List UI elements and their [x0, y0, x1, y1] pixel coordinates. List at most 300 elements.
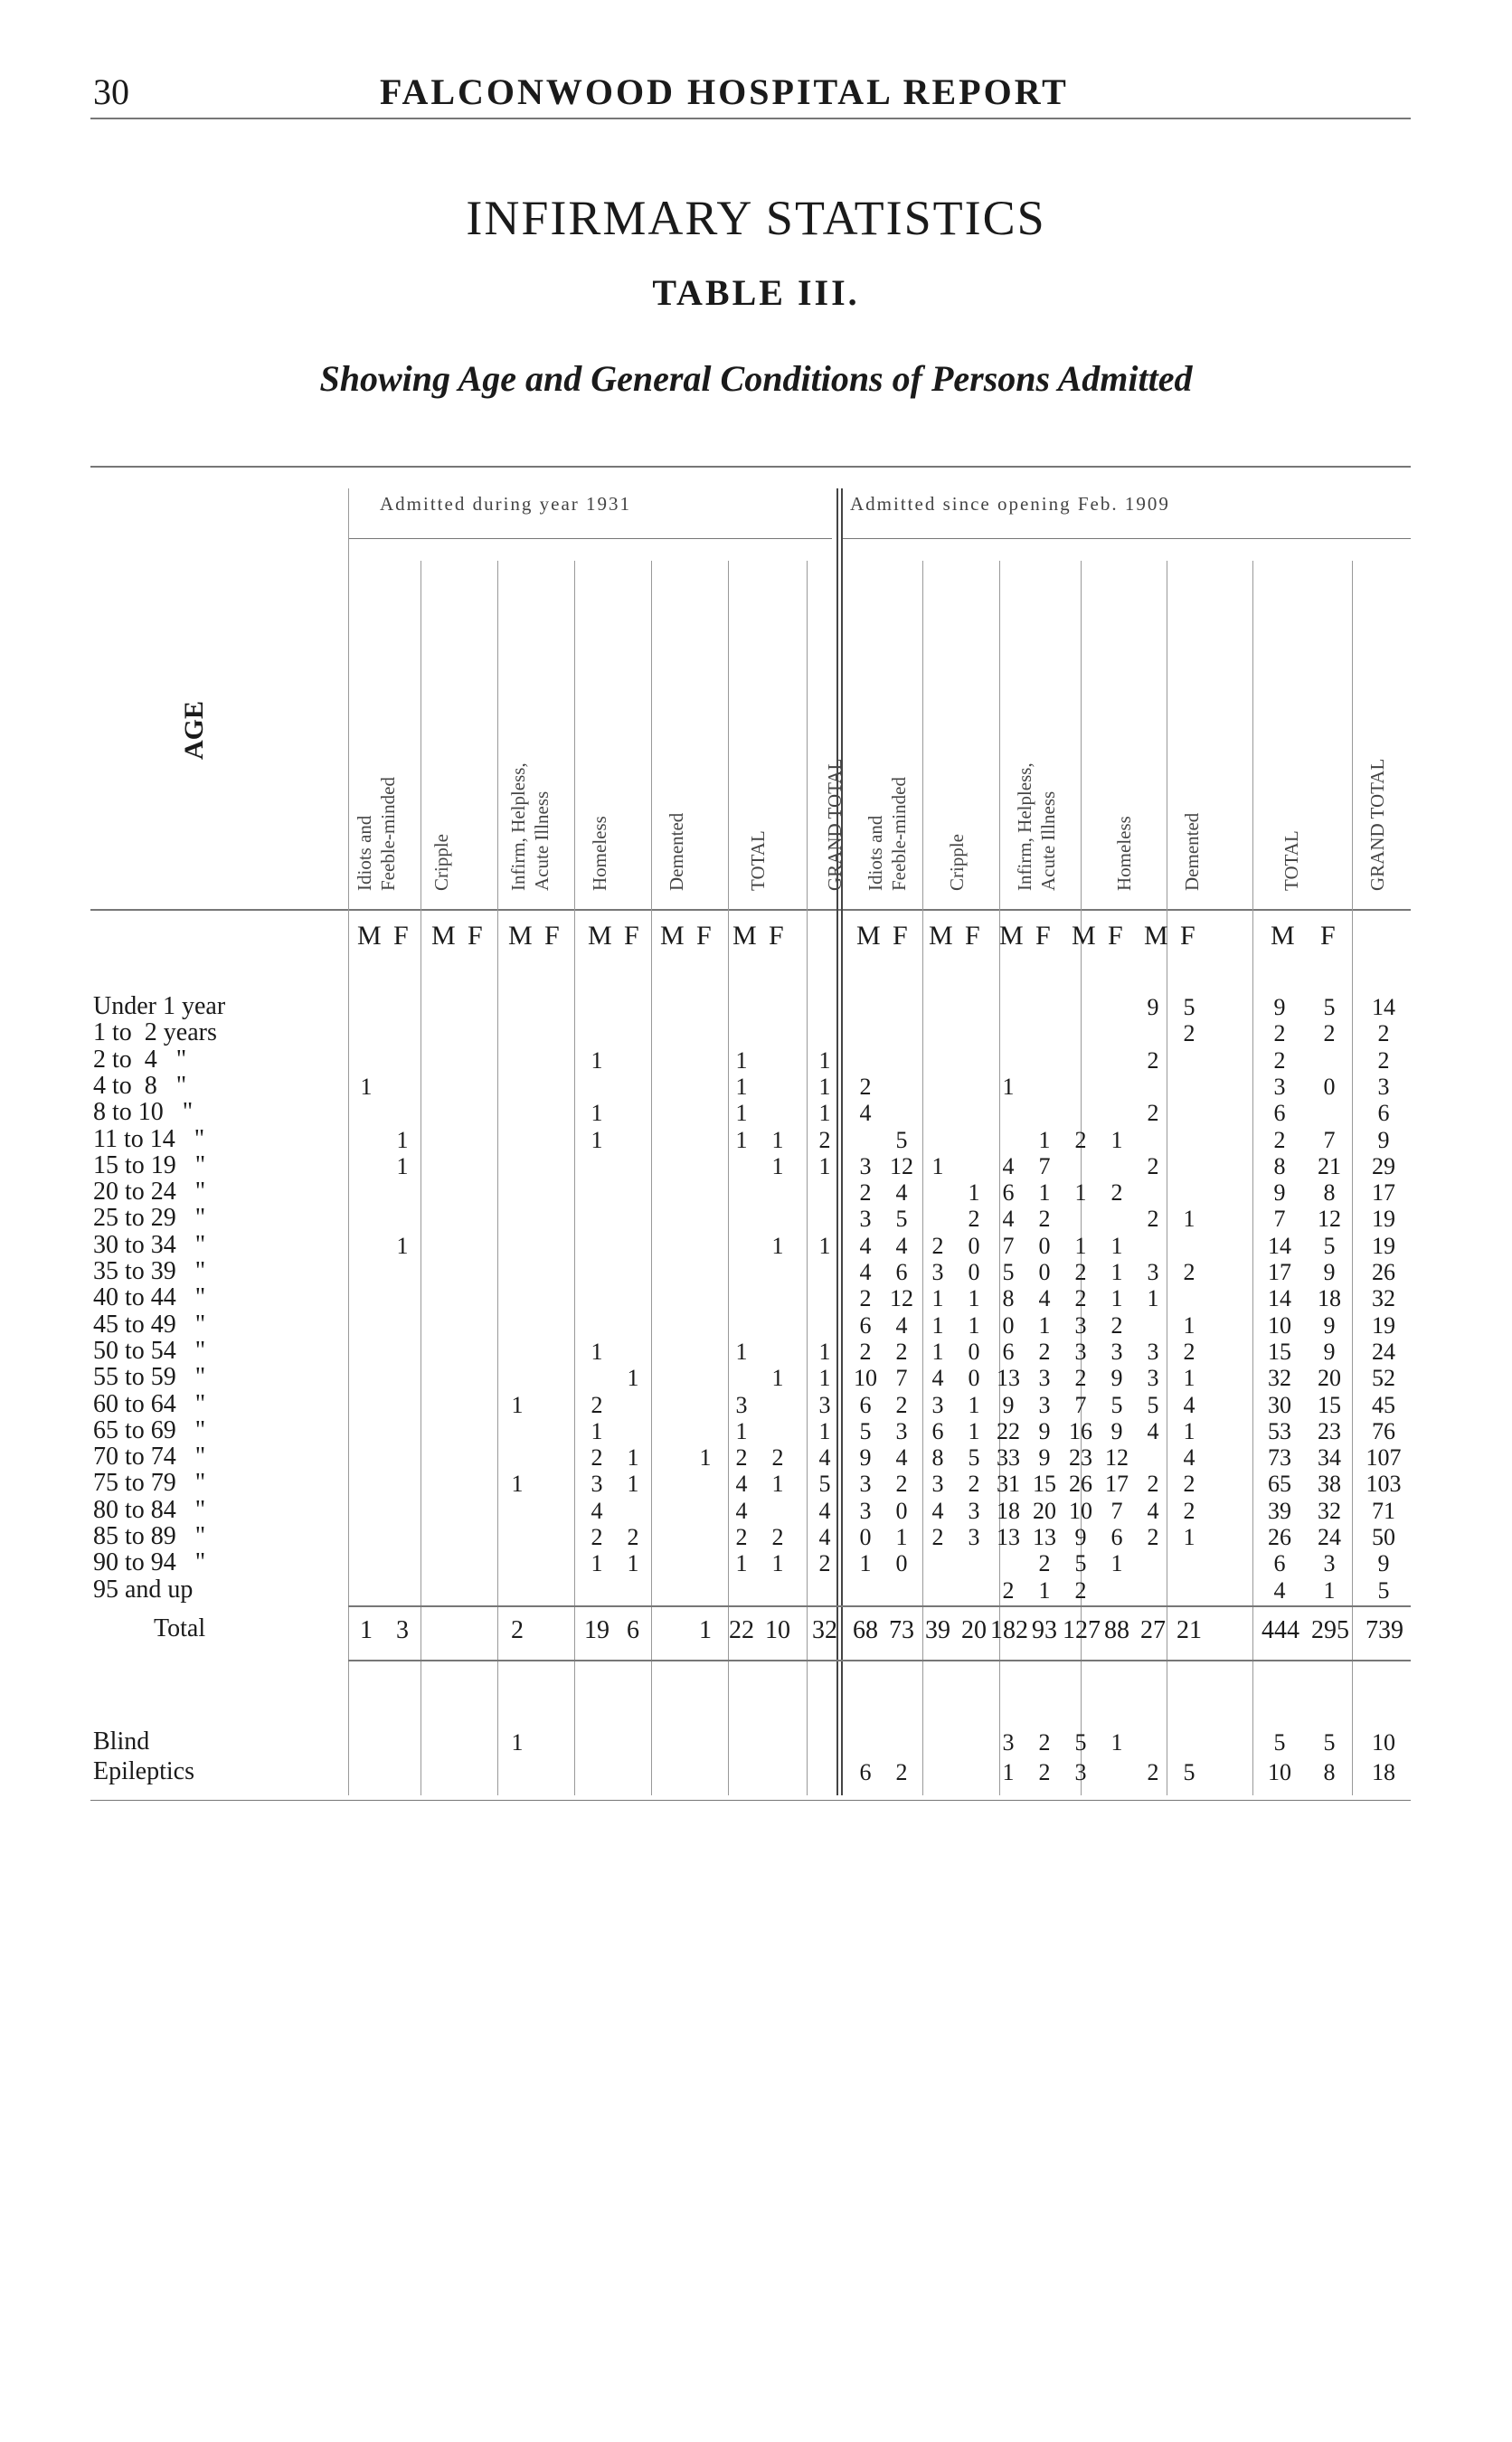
total-row-label: Total	[154, 1614, 206, 1642]
age-row-cell: 7	[1273, 1206, 1286, 1233]
age-row-cell: 3	[735, 1391, 748, 1418]
age-row-cell: 1	[1183, 1311, 1195, 1339]
age-row-cell: 17	[1372, 1179, 1395, 1207]
age-row-cell: 2	[859, 1073, 872, 1100]
age-row-cell: 26	[1372, 1259, 1395, 1285]
group-header-since-1909: Admitted since opening Feb. 1909	[850, 493, 1170, 515]
age-row-cell: 21	[1318, 1152, 1341, 1179]
column-divider	[728, 561, 729, 1795]
condition-row-cell: 10	[1372, 1729, 1395, 1756]
age-row-cell: 14	[1268, 1285, 1291, 1312]
age-row-cell: 1	[1183, 1524, 1195, 1550]
age-row-cell: 1	[1110, 1126, 1123, 1153]
age-row-cell: 1	[699, 1444, 712, 1472]
age-row-cell: 4	[1147, 1497, 1159, 1524]
age-row-cell: 1	[968, 1391, 980, 1418]
age-row-cell: 1	[735, 1550, 748, 1577]
condition-row-label: Blind	[93, 1727, 150, 1756]
age-row-cell: 2	[627, 1524, 639, 1550]
age-row-cell: 5	[1074, 1550, 1087, 1577]
age-row-cell: 3	[1038, 1391, 1051, 1418]
age-row-cell: 1	[627, 1471, 639, 1498]
age-row-cell: 0	[895, 1497, 908, 1524]
age-row-cell: 3	[1074, 1311, 1087, 1339]
age-row-cell: 39	[1268, 1497, 1291, 1524]
age-row-cell: 4	[1038, 1285, 1051, 1312]
page-title: INFIRMARY STATISTICS	[466, 191, 1046, 245]
condition-row-cell: 3	[1002, 1729, 1015, 1756]
age-row-cell: 18	[997, 1497, 1020, 1524]
condition-row-cell: 6	[859, 1759, 872, 1785]
column-divider	[348, 488, 349, 1795]
age-row-cell: 4	[895, 1311, 908, 1339]
column-header: GRAND TOTAL	[1366, 758, 1388, 891]
condition-row-cell: 10	[1268, 1759, 1291, 1785]
age-row-cell: 4	[818, 1444, 831, 1472]
age-row-cell: 15	[1318, 1391, 1341, 1418]
age-row-cell: 1	[859, 1550, 872, 1577]
age-row-cell: 107	[1366, 1444, 1402, 1472]
table-bottom-rule	[90, 1800, 1411, 1801]
total-row-cell: 88	[1104, 1616, 1129, 1644]
column-header: TOTAL	[747, 830, 769, 891]
age-row-cell: 1	[818, 1338, 831, 1365]
column-divider	[1352, 561, 1353, 1795]
age-row-cell: 2	[1377, 1020, 1390, 1047]
age-row-cell: 9	[1074, 1524, 1087, 1550]
age-row-label: 25 to 29 "	[93, 1204, 206, 1233]
age-row-cell: 5	[1183, 994, 1195, 1020]
age-row-cell: 6	[859, 1311, 872, 1339]
age-row-cell: 1	[771, 1152, 784, 1179]
total-top-rule	[348, 1605, 1411, 1607]
age-row-cell: 2	[1038, 1338, 1051, 1365]
total-row-cell: 10	[765, 1616, 790, 1644]
age-row-cell: 4	[895, 1179, 908, 1207]
header-bottom-rule	[90, 909, 1411, 911]
sex-column-label: F	[393, 921, 409, 951]
age-row-label: 4 to 8 "	[93, 1071, 187, 1100]
age-row-cell: 5	[1110, 1391, 1123, 1418]
sex-column-label: F	[769, 921, 784, 951]
age-row-cell: 1	[735, 1338, 748, 1365]
age-row-cell: 22	[997, 1417, 1020, 1444]
condition-row-cell: 1	[511, 1729, 524, 1756]
age-row-cell: 2	[1147, 1152, 1159, 1179]
age-row-cell: 4	[1002, 1206, 1015, 1233]
total-row-cell: 68	[853, 1616, 878, 1644]
age-row-cell: 2	[735, 1444, 748, 1472]
age-row-cell: 32	[1318, 1497, 1341, 1524]
age-row-label: 70 to 74 "	[93, 1443, 206, 1472]
age-row-label: 30 to 34 "	[93, 1230, 206, 1259]
age-row-cell: 3	[895, 1417, 908, 1444]
age-row-cell: 1	[735, 1046, 748, 1074]
total-row-cell: 1	[699, 1616, 712, 1644]
total-row-cell: 19	[584, 1616, 610, 1644]
age-row-label: 1 to 2 years	[93, 1018, 217, 1047]
age-row-cell: 1	[1183, 1417, 1195, 1444]
age-row-cell: 1	[818, 1417, 831, 1444]
age-row-cell: 1	[818, 1073, 831, 1100]
age-row-cell: 1	[818, 1046, 831, 1074]
column-divider	[1252, 561, 1253, 1795]
total-row-cell: 20	[961, 1616, 987, 1644]
age-row-cell: 5	[818, 1471, 831, 1498]
age-row-cell: 4	[818, 1524, 831, 1550]
age-row-cell: 2	[1183, 1338, 1195, 1365]
age-row-cell: 19	[1372, 1311, 1395, 1339]
age-row-cell: 1	[968, 1285, 980, 1312]
total-row-cell: 1	[360, 1616, 373, 1644]
age-row-cell: 1	[1038, 1311, 1051, 1339]
age-row-cell: 0	[1038, 1232, 1051, 1259]
age-row-cell: 2	[1074, 1259, 1087, 1285]
column-header: Idiots and Feeble-minded	[354, 777, 399, 891]
age-row-cell: 3	[1377, 1073, 1390, 1100]
condition-row-cell: 3	[1074, 1759, 1087, 1785]
age-row-cell: 14	[1268, 1232, 1291, 1259]
sex-column-label: M	[431, 921, 456, 951]
age-row-cell: 103	[1366, 1471, 1402, 1498]
age-row-cell: 1	[895, 1524, 908, 1550]
age-row-cell: 4	[859, 1100, 872, 1127]
age-row-cell: 4	[1183, 1444, 1195, 1472]
age-row-cell: 2	[818, 1126, 831, 1153]
total-row-cell: 21	[1177, 1616, 1202, 1644]
age-row-cell: 9	[1323, 1259, 1336, 1285]
total-row-cell: 182	[990, 1616, 1028, 1644]
age-row-cell: 53	[1268, 1417, 1291, 1444]
age-row-cell: 23	[1318, 1417, 1341, 1444]
age-row-cell: 29	[1372, 1152, 1395, 1179]
age-row-cell: 1	[1110, 1550, 1123, 1577]
age-row-cell: 5	[1323, 1232, 1336, 1259]
age-row-cell: 2	[1110, 1311, 1123, 1339]
sex-column-label: M	[588, 921, 612, 951]
running-head: FALCONWOOD HOSPITAL REPORT	[380, 71, 1069, 112]
age-row-label: 45 to 49 "	[93, 1310, 206, 1339]
age-row-cell: 2	[1273, 1126, 1286, 1153]
age-row-cell: 3	[1147, 1338, 1159, 1365]
age-row-cell: 52	[1372, 1365, 1395, 1392]
age-row-cell: 32	[1268, 1365, 1291, 1392]
age-row-cell: 1	[1038, 1576, 1051, 1604]
age-row-label: 35 to 39 "	[93, 1257, 206, 1285]
age-row-cell: 5	[895, 1126, 908, 1153]
age-row-cell: 1	[627, 1365, 639, 1392]
age-row-cell: 32	[1372, 1285, 1395, 1312]
age-row-cell: 2	[771, 1524, 784, 1550]
age-row-cell: 5	[1323, 994, 1336, 1020]
age-row-cell: 1	[591, 1100, 603, 1127]
sex-column-label: F	[468, 921, 483, 951]
age-row-label: 11 to 14 "	[93, 1124, 205, 1153]
sex-column-label: M	[357, 921, 382, 951]
age-row-cell: 1	[931, 1152, 944, 1179]
age-row-label: 60 to 64 "	[93, 1389, 206, 1418]
sex-column-label: F	[1320, 921, 1336, 951]
age-row-cell: 6	[1273, 1100, 1286, 1127]
group-rule-since-1909	[841, 538, 1411, 539]
sex-column-label: F	[544, 921, 560, 951]
age-row-cell: 3	[931, 1471, 944, 1498]
column-header: Demented	[1181, 812, 1203, 891]
age-row-cell: 1	[771, 1126, 784, 1153]
age-row-cell: 2	[1147, 1206, 1159, 1233]
age-row-cell: 13	[1033, 1524, 1056, 1550]
age-row-cell: 2	[895, 1338, 908, 1365]
age-row-cell: 9	[1377, 1126, 1390, 1153]
age-row-cell: 2	[591, 1391, 603, 1418]
age-row-cell: 1	[735, 1073, 748, 1100]
age-row-cell: 9	[1273, 1179, 1286, 1207]
age-row-cell: 6	[859, 1391, 872, 1418]
age-row-cell: 8	[931, 1444, 944, 1472]
sex-column-label: F	[624, 921, 639, 951]
age-row-cell: 31	[997, 1471, 1020, 1498]
column-divider	[1081, 561, 1082, 1795]
sex-column-label: M	[660, 921, 685, 951]
age-row-cell: 24	[1318, 1524, 1341, 1550]
age-row-cell: 2	[1074, 1285, 1087, 1312]
sex-column-label: F	[893, 921, 908, 951]
age-row-label: 15 to 19 "	[93, 1150, 206, 1179]
age-row-cell: 1	[931, 1285, 944, 1312]
age-row-cell: 15	[1268, 1338, 1291, 1365]
condition-row-cell: 2	[1038, 1759, 1051, 1785]
age-row-cell: 1	[771, 1471, 784, 1498]
sex-column-label: M	[929, 921, 953, 951]
age-row-cell: 6	[931, 1417, 944, 1444]
age-row-label: 65 to 69 "	[93, 1415, 206, 1444]
age-row-label: Under 1 year	[93, 992, 226, 1020]
age-row-cell: 9	[1323, 1311, 1336, 1339]
total-row-cell: 93	[1032, 1616, 1057, 1644]
sex-column-label: M	[508, 921, 533, 951]
age-row-cell: 1	[771, 1550, 784, 1577]
age-row-cell: 3	[931, 1259, 944, 1285]
age-row-cell: 6	[895, 1259, 908, 1285]
age-row-cell: 1	[1183, 1365, 1195, 1392]
sex-column-label: F	[1035, 921, 1051, 951]
age-row-cell: 2	[1183, 1497, 1195, 1524]
age-row-label: 80 to 84 "	[93, 1495, 206, 1524]
age-row-cell: 1	[1074, 1179, 1087, 1207]
age-row-label: 8 to 10 "	[93, 1098, 194, 1127]
age-row-cell: 3	[1147, 1259, 1159, 1285]
sex-column-label: M	[732, 921, 757, 951]
age-row-cell: 65	[1268, 1471, 1291, 1498]
age-row-cell: 6	[1002, 1179, 1015, 1207]
age-row-cell: 2	[1147, 1046, 1159, 1074]
age-row-cell: 1	[1038, 1179, 1051, 1207]
age-row-cell: 24	[1372, 1338, 1395, 1365]
age-row-cell: 9	[1002, 1391, 1015, 1418]
age-row-cell: 2	[1273, 1046, 1286, 1074]
age-row-cell: 8	[1273, 1152, 1286, 1179]
age-row-cell: 4	[1183, 1391, 1195, 1418]
header-rule	[90, 118, 1411, 119]
age-row-cell: 1	[771, 1365, 784, 1392]
age-row-cell: 1	[818, 1152, 831, 1179]
age-row-cell: 3	[859, 1152, 872, 1179]
age-row-cell: 1	[360, 1073, 373, 1100]
age-row-cell: 15	[1033, 1471, 1056, 1498]
age-row-cell: 2	[1183, 1020, 1195, 1047]
age-row-cell: 30	[1268, 1391, 1291, 1418]
age-row-label: 2 to 4 "	[93, 1045, 187, 1074]
sex-column-label: F	[965, 921, 980, 951]
age-row-cell: 7	[1002, 1232, 1015, 1259]
age-row-cell: 2	[859, 1285, 872, 1312]
age-row-cell: 3	[859, 1497, 872, 1524]
age-row-cell: 1	[931, 1311, 944, 1339]
age-row-cell: 7	[1038, 1152, 1051, 1179]
total-row-cell: 739	[1366, 1616, 1403, 1644]
age-row-cell: 2	[968, 1471, 980, 1498]
age-row-cell: 3	[1038, 1365, 1051, 1392]
age-row-cell: 2	[735, 1524, 748, 1550]
age-row-cell: 3	[818, 1391, 831, 1418]
age-row-cell: 2	[859, 1338, 872, 1365]
age-row-cell: 20	[1033, 1497, 1056, 1524]
age-row-cell: 1	[1038, 1126, 1051, 1153]
age-row-label: 20 to 24 "	[93, 1178, 206, 1207]
condition-row-cell: 2	[1038, 1729, 1051, 1756]
age-row-cell: 2	[1147, 1100, 1159, 1127]
total-row-cell: 6	[627, 1616, 639, 1644]
age-row-cell: 1	[818, 1100, 831, 1127]
sex-column-label: M	[1271, 921, 1295, 951]
sex-column-label: F	[1180, 921, 1195, 951]
age-row-cell: 19	[1372, 1232, 1395, 1259]
age-row-cell: 6	[1273, 1550, 1286, 1577]
age-row-cell: 0	[1323, 1073, 1336, 1100]
age-row-cell: 17	[1268, 1259, 1291, 1285]
age-row-cell: 1	[591, 1417, 603, 1444]
age-row-cell: 2	[1377, 1046, 1390, 1074]
age-row-cell: 0	[895, 1550, 908, 1577]
age-row-cell: 2	[1147, 1471, 1159, 1498]
age-row-cell: 3	[1273, 1073, 1286, 1100]
age-row-cell: 1	[627, 1444, 639, 1472]
age-row-cell: 4	[1147, 1417, 1159, 1444]
group-rule-1931	[348, 538, 832, 539]
age-row-cell: 7	[1074, 1391, 1087, 1418]
age-row-cell: 8	[1323, 1179, 1336, 1207]
age-row-cell: 9	[1038, 1444, 1051, 1472]
age-row-cell: 2	[1147, 1524, 1159, 1550]
age-row-cell: 3	[859, 1471, 872, 1498]
age-row-cell: 1	[968, 1311, 980, 1339]
age-row-cell: 1	[591, 1338, 603, 1365]
age-row-cell: 50	[1372, 1524, 1395, 1550]
age-row-cell: 1	[591, 1126, 603, 1153]
age-row-cell: 3	[1147, 1365, 1159, 1392]
age-row-cell: 1	[1110, 1285, 1123, 1312]
age-row-cell: 2	[1038, 1550, 1051, 1577]
sex-column-label: F	[696, 921, 712, 951]
column-header: Cripple	[946, 834, 968, 891]
age-row-cell: 2	[1183, 1259, 1195, 1285]
age-row-cell: 13	[997, 1365, 1020, 1392]
age-row-cell: 2	[1323, 1020, 1336, 1047]
age-row-cell: 4	[931, 1497, 944, 1524]
age-row-cell: 4	[735, 1497, 748, 1524]
age-row-cell: 1	[1110, 1259, 1123, 1285]
total-bottom-rule	[348, 1660, 1411, 1661]
age-row-cell: 4	[591, 1497, 603, 1524]
age-row-label: 40 to 44 "	[93, 1283, 206, 1312]
age-row-cell: 1	[968, 1179, 980, 1207]
age-row-label: 75 to 79 "	[93, 1469, 206, 1498]
age-row-cell: 1	[1323, 1576, 1336, 1604]
age-row-cell: 4	[859, 1232, 872, 1259]
age-row-cell: 33	[997, 1444, 1020, 1472]
condition-row-cell: 1	[1002, 1759, 1015, 1785]
age-row-cell: 3	[1323, 1550, 1336, 1577]
age-row-cell: 2	[818, 1550, 831, 1577]
age-row-cell: 1	[1183, 1206, 1195, 1233]
age-row-cell: 2	[1074, 1126, 1087, 1153]
age-row-cell: 17	[1105, 1471, 1129, 1498]
age-row-cell: 7	[1323, 1126, 1336, 1153]
age-row-cell: 3	[591, 1471, 603, 1498]
age-row-cell: 1	[771, 1232, 784, 1259]
condition-row-cell: 2	[895, 1759, 908, 1785]
age-row-cell: 34	[1318, 1444, 1341, 1472]
age-row-cell: 2	[1110, 1179, 1123, 1207]
age-row-cell: 9	[1110, 1417, 1123, 1444]
age-row-cell: 2	[968, 1206, 980, 1233]
age-row-label: 50 to 54 "	[93, 1336, 206, 1365]
age-row-cell: 5	[859, 1417, 872, 1444]
age-row-cell: 4	[931, 1365, 944, 1392]
age-row-cell: 10	[1268, 1311, 1291, 1339]
age-row-cell: 4	[1273, 1576, 1286, 1604]
age-row-cell: 6	[1377, 1100, 1390, 1127]
age-row-cell: 2	[1273, 1020, 1286, 1047]
condition-row-cell: 18	[1372, 1759, 1395, 1785]
column-divider	[574, 561, 575, 1795]
age-row-cell: 0	[1038, 1259, 1051, 1285]
age-row-cell: 0	[968, 1338, 980, 1365]
age-row-cell: 3	[859, 1206, 872, 1233]
age-row-cell: 26	[1069, 1471, 1092, 1498]
age-row-cell: 2	[591, 1524, 603, 1550]
age-row-cell: 5	[895, 1206, 908, 1233]
age-row-cell: 1	[511, 1471, 524, 1498]
age-row-cell: 9	[1323, 1338, 1336, 1365]
age-row-label: 55 to 59 "	[93, 1363, 206, 1392]
age-row-cell: 1	[1002, 1073, 1015, 1100]
age-row-cell: 0	[968, 1259, 980, 1285]
age-row-cell: 1	[396, 1126, 409, 1153]
age-row-cell: 9	[1147, 994, 1159, 1020]
sex-column-label: F	[1108, 921, 1123, 951]
age-row-cell: 9	[1110, 1365, 1123, 1392]
age-row-cell: 4	[895, 1444, 908, 1472]
age-row-cell: 3	[931, 1391, 944, 1418]
age-row-cell: 1	[591, 1550, 603, 1577]
age-row-cell: 38	[1318, 1471, 1341, 1498]
age-row-cell: 9	[859, 1444, 872, 1472]
age-row-cell: 4	[1002, 1152, 1015, 1179]
group-header-1931: Admitted during year 1931	[380, 493, 632, 515]
age-row-cell: 1	[396, 1152, 409, 1179]
age-row-cell: 1	[818, 1232, 831, 1259]
